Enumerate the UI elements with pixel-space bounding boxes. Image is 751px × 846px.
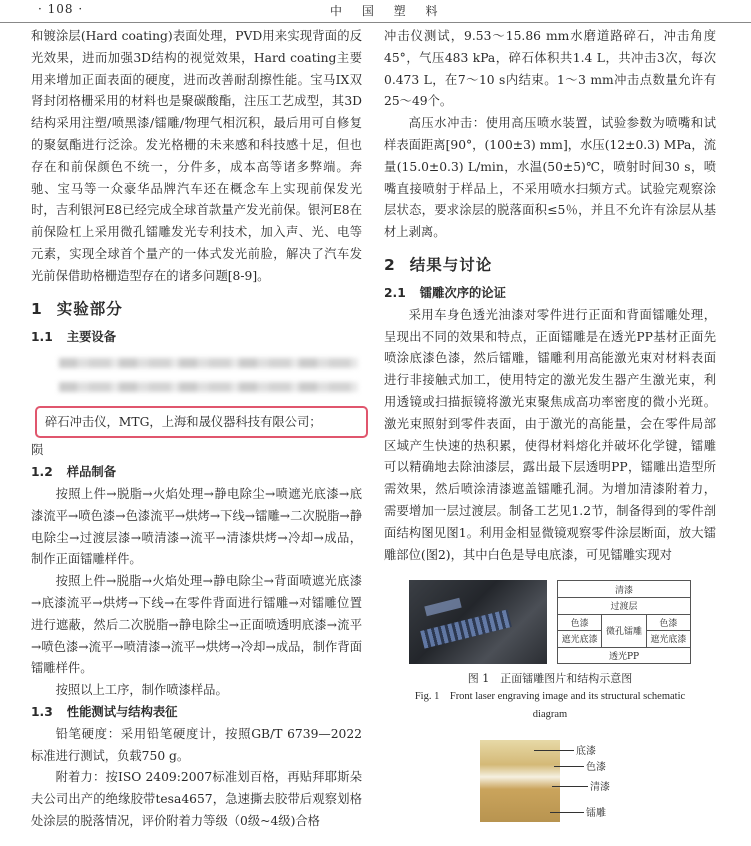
section-1-1-heading [31,327,362,349]
section-1-3-number: 1.3 [31,704,53,719]
section-1-number: 1 [31,299,43,318]
schematic-base: 透光PP [558,647,691,664]
schematic-clearcoat: 清漆 [558,581,691,598]
section-1-1-number: 1.1 [31,329,53,344]
section-2-number: 2 [384,255,396,274]
pencil-hardness-paragraph: 铅笔硬度：采用铅笔硬度计，按照GB/T 6739—2022标准进行测试，负载750 g。 [31,726,362,763]
label-engraving: 镭雕 [586,808,606,820]
section-2-1-heading [384,283,716,305]
equipment-text: 碎石冲击仪，MTG，上海和晟仪器科技有限公司； [45,415,322,430]
structure-schematic [557,580,691,664]
section-1-heading [31,297,362,319]
schematic-color-right: 色漆 [646,614,690,631]
schematic-color-left: 色漆 [558,614,602,631]
section-1-title: 实验部分 [56,299,123,318]
schematic-primer-left: 遮光底漆 [558,631,602,648]
label-color: 色漆 [586,762,606,774]
figure-1-caption-zh: 图 1 正面镭雕图片和结构示意图 [467,672,633,686]
blurred-equipment-line [59,358,358,368]
section-2-1-number: 2.1 [384,285,406,300]
section-2-title: 结果与讨论 [409,255,493,274]
figure-1 [384,580,716,664]
section-2-heading [384,253,716,275]
schematic-primer-right: 遮光底漆 [646,631,690,648]
prep-paragraph-2: 按照上件→脱脂→火焰处理→静电除尘→背面喷遮光底漆→底漆流平→烘烤→下线→在零件背面进行镭雕→对镭雕位置进行遮蔽，然后二次脱脂→静电除尘→正面喷透明底漆→流平→喷色漆→流平→喷清漆→流平→烘烤→冷却→成品，制作背面镭雕样件。 [31,574,362,676]
figure-1-caption-en: Fig. 1 Front laser engraving image and its structural schematic [414,691,686,703]
journal-title: 中 国 塑 料 [330,4,446,18]
label-primer: 底漆 [576,746,596,758]
section-2-1-title: 镭雕次序的论证 [419,285,506,300]
adhesion-paragraph: 附着力：按ISO 2409:2007标准划百格，再贴拜耶斯朵夫公司出产的绝缘胶带tesa4657，急速撕去胶带后观察划格处涂层的脱落情况，评价附着力等级（0级~4级)合格 [31,770,362,828]
section-1-2-title: 样品制备 [66,465,116,480]
figure-1-caption-en-2: diagram [532,709,568,721]
engraving-photo [409,580,547,664]
water-jet-paragraph: 高压水冲击：使用高压喷水装置，试验参数为喷嘴和试样表面距离[90°，(100±3) mm]，水压(12±0.3) MPa，流量(15.0±0.3) L/min，水温(50±5)℃，喷射时间30 s，喷嘴直接喷射于样品上，不采用喷水扫频方式。试验完观察涂层状态，要求涂层的脱落面积≤5％，并且不允许有涂层从基材上剥离。 [384,116,716,240]
section-1-1-title: 主要设备 [66,329,116,344]
blurred-equipment-line [59,382,358,392]
partial-text: 陨 [31,443,44,458]
highlighted-equipment-entry[interactable] [35,406,368,438]
page-number: · 108 · [38,2,84,16]
right-column [384,26,716,822]
section-1-3-heading [31,702,362,724]
prep-paragraph-1: 按照上件→脱脂→火焰处理→静电除尘→喷遮光底漆→底漆流平→喷色漆→色漆流平→烘烤→下线→镭雕→二次脱脂→静电除尘→过渡层漆→喷清漆→流平→清漆烘烤→冷却→成品，制作正面镭雕样件。 [31,486,362,567]
intro-paragraph: 和镀涂层(Hard coating)表面处理，PVD用来实现背面的反光效果，进而加强3D结构的视觉效果，Hard coating主要用来增加正面表面的硬度，进而改善耐刮擦性能。宝马IX双肾封闭格栅采用的材料也是聚碳酸酯，注压工艺成型，其3D结构采用注塑/喷黑漆/镭雕/物理气相沉积，最后用可自修复的聚氨酯进行泛涂。发光格栅的未来感和科技感十足，但也存在和前保颜色不统一，分件多，成本高等诸多弊端。奔驰、宝马等一众豪华品牌汽车还在概念车上实现前保发光时，吉利银河E8已经完成全球首款量产发光前保。银河E8在前保险杠上采用微孔镭雕发光专利技术，加入声、光、电等元素，实现全球首个量产的一体式发光前脸，解决了汽车发光前保借助格栅造型存在的诸多问题[8-9]。 [31,29,362,283]
prep-paragraph-3: 按照以上工序，制作喷漆样品。 [55,683,228,698]
section-1-2-number: 1.2 [31,465,53,480]
page-header [0,0,751,23]
left-column [31,26,362,833]
figure-2 [384,732,716,822]
gravel-test-paragraph: 冲击仪测试，9.53～15.86 mm水磨道路碎石，冲击角度45°，气压483 kPa，碎石体积共1.4 L，共冲击3次，每次0.473 L，在7～10 s内结束。1～3 mm冲击点数量允许有25～49个。 [384,29,716,109]
schematic-transition: 过渡层 [558,597,691,614]
label-clearcoat: 清漆 [590,782,610,794]
engraving-paragraph: 采用车身色透光油漆对零件进行正面和背面镭雕处理，呈现出不同的效果和特点，正面镭雕是在透光PP基材正面先喷涂底漆色漆，然后镭雕，镭雕利用高能激光束对材料表面进行非接触式加工，使用特定的激光发生器产生激光束，利用透镜或扫描振镜将激光束聚焦成高功率密度的微小光斑。激光束照射到零件表面，由于激光的高能量，会在零件局部区域产生快速的热积累，使得材料熔化并破坏化学键，镭雕可以精确地去除油漆层，露出最下层透明PP，镭雕出造型所需效果，然后喷涂清漆遮盖镭雕孔洞。为增加清漆附着力，需要增加一层过渡层。制备工艺见1.2节，制备得到的零件剖面结构图见图1。利用金相显微镜观察零件涂层断面，放大镭雕部位(图2)，其中白色是导电底漆，可见镭雕实现对 [384,307,716,562]
section-1-3-title: 性能测试与结构表征 [66,704,178,719]
schematic-micro-engraving: 微孔镭雕 [602,614,646,647]
section-1-2-heading [31,462,362,484]
micrograph-image [480,740,560,822]
